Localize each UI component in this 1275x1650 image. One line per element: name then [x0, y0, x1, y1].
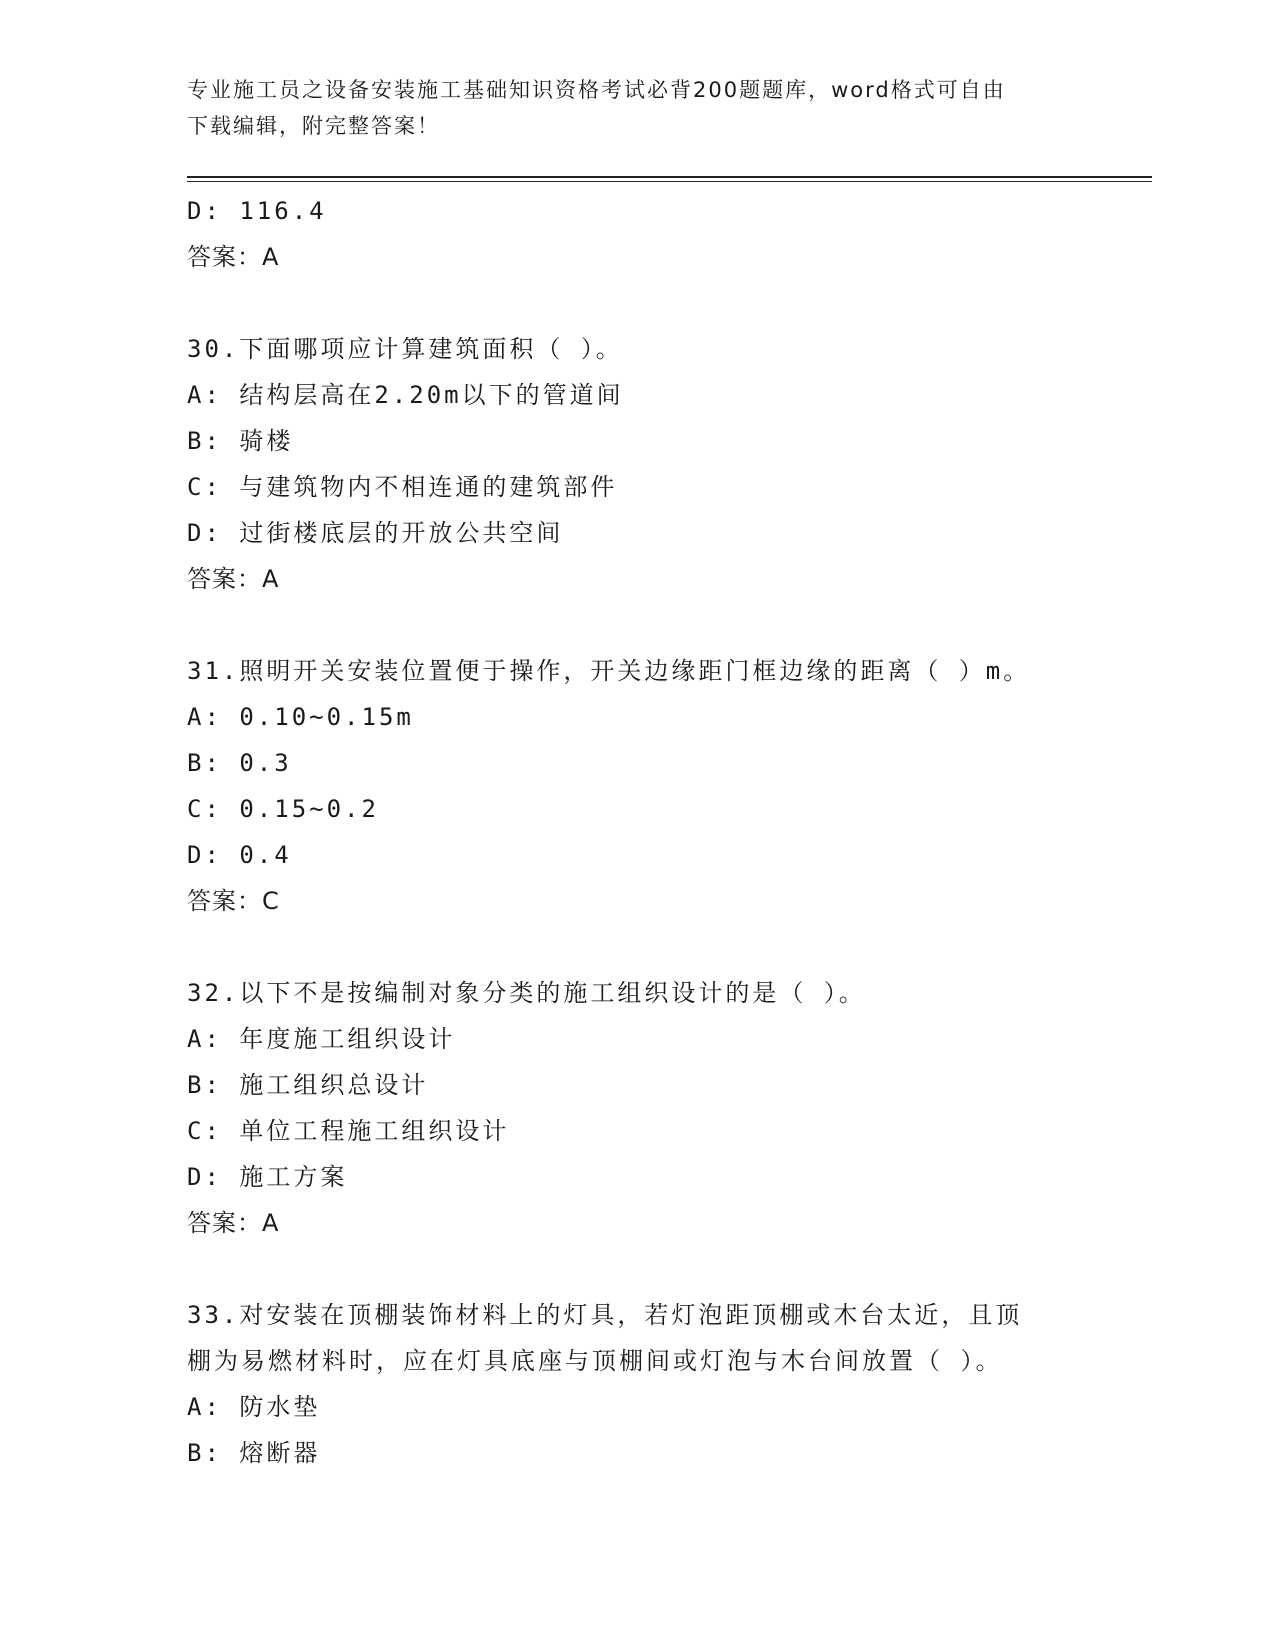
header-divider-thin [187, 181, 1152, 182]
answer: 答案：A [187, 1209, 280, 1237]
option-b: B: 施工组织总设计 [187, 1071, 429, 1099]
option-d: D: 过街楼底层的开放公共空间 [187, 519, 564, 547]
question-33 [187, 1292, 1127, 1476]
option-c: C: 与建筑物内不相连通的建筑部件 [187, 473, 618, 501]
question-31 [187, 648, 1127, 924]
option-c: C: 单位工程施工组织设计 [187, 1117, 510, 1145]
option-a: A: 结构层高在2.20m以下的管道间 [187, 381, 624, 409]
question-list [187, 188, 1127, 1476]
question-stem-line-1: 33.对安装在顶棚装饰材料上的灯具，若灯泡距顶棚或木台太近，且顶 [187, 1301, 1023, 1329]
question-32 [187, 970, 1127, 1246]
answer: 答案：A [187, 243, 280, 271]
answer: 答案：A [187, 565, 280, 593]
option-d: D: 施工方案 [187, 1163, 348, 1191]
option-c: C: 0.15~0.2 [187, 795, 379, 823]
question-stem: 31.照明开关安装位置便于操作，开关边缘距门框边缘的距离（ ）m。 [187, 657, 1031, 685]
option-a: A: 0.10~0.15m [187, 703, 414, 731]
question-stem: 30.下面哪项应计算建筑面积（ ）。 [187, 335, 623, 363]
previous-question-tail [187, 188, 1127, 280]
question-30 [187, 326, 1127, 602]
option-d: D: 116.4 [187, 197, 327, 225]
header-line-1: 专业施工员之设备安装施工基础知识资格考试必背200题题库，word格式可自由 [187, 78, 1006, 102]
answer: 答案：C [187, 887, 280, 915]
question-stem: 32.以下不是按编制对象分类的施工组织设计的是（ ）。 [187, 979, 866, 1007]
option-a: A: 年度施工组织设计 [187, 1025, 456, 1053]
option-b: B: 骑楼 [187, 427, 294, 455]
header-line-2: 下载编辑，附完整答案！ [187, 114, 440, 138]
option-a: A: 防水垫 [187, 1393, 321, 1421]
question-stem-line-2: 棚为易燃材料时，应在灯具底座与顶棚间或灯泡与木台间放置（ ）。 [187, 1347, 1003, 1375]
option-d: D: 0.4 [187, 841, 292, 869]
document-header [187, 72, 1087, 144]
option-b: B: 熔断器 [187, 1439, 321, 1467]
header-divider-thick [187, 176, 1152, 178]
option-b: B: 0.3 [187, 749, 292, 777]
